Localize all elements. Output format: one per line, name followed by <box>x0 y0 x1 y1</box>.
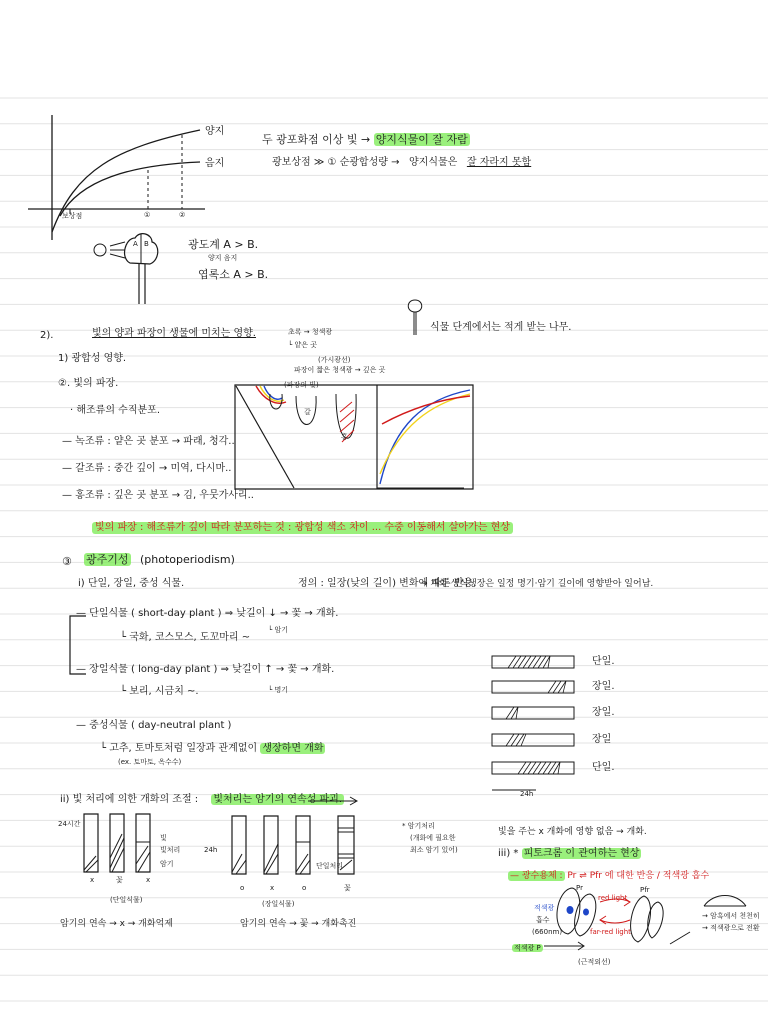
sec3-long: — 장일식물 ( long-day plant ) ⇒ 낮길이 ↑ → 꽃 → 개화. <box>76 664 335 675</box>
bar-hatch <box>528 762 536 774</box>
sec2-sub1: · 해조류의 수직분포. <box>70 405 160 416</box>
fig-left-mark-1: x <box>90 876 95 884</box>
bar-hatch <box>538 762 546 774</box>
sec3-def: 정의 : 일장(낮의 길이) 변화에 따른 반응. <box>298 578 477 589</box>
pigment-sub: — 광수용체 : Pr ⇌ Pfr 에 대한 반응 / 적색광 흡수 <box>510 871 710 881</box>
star-note-3: 최소 암기 있어) <box>410 846 458 854</box>
sec2-item1: 1) 광합성 영향. <box>58 353 127 364</box>
algae-red-label: 홍 <box>341 433 348 441</box>
bar-hatch <box>548 762 556 774</box>
bar-label-2: 장일. <box>592 681 615 692</box>
sec2-note-4: 파장이 짧은 청색광 → 깊은 곳 <box>294 366 386 374</box>
bar-label-4: 장일 <box>592 734 612 745</box>
pr-label: Pr <box>576 884 583 892</box>
graph-label-shade: 음지 <box>205 158 225 169</box>
star-note-2: (개화에 필요한 <box>410 834 456 842</box>
fig-mid-mark-4: 꽃 <box>344 884 351 892</box>
photoperiod-bars <box>488 650 578 798</box>
bar-hatch <box>506 734 514 746</box>
sec3-i: i) 단일, 장일, 중성 식물. <box>78 578 185 589</box>
algae-depth-diagram <box>234 384 474 490</box>
tree-label-b: B <box>144 240 149 248</box>
bar-hatch <box>511 734 519 746</box>
fig-mid-footer: 암기의 연속 → 꽃 → 개화촉진 <box>240 919 357 929</box>
algae-green-label: 갈 <box>304 408 311 416</box>
sec2-note-2: └ 얕은 곳 <box>288 341 317 349</box>
fig-mid-mark-1: o <box>240 884 245 892</box>
pigment-heading: iii) * 피토크롬 이 관여하는 현상 <box>498 848 640 859</box>
graph-tick-1: ① <box>144 211 151 219</box>
sec3-neutral: — 중성식물 ( day-neutral plant ) <box>76 720 232 731</box>
sec3-short-sub2: └ 국화, 코스모스, 도꼬마리 ~ <box>120 632 251 643</box>
diag-left-3: (660nm) <box>532 928 563 936</box>
bar-hatch <box>543 762 551 774</box>
fig-left-ann-3: 암기 <box>160 860 174 868</box>
photoperiod-bar <box>492 762 574 774</box>
bar-hatch <box>518 656 526 668</box>
bar-hatch <box>508 656 516 668</box>
sec2-note-3: (가시광선) <box>318 356 351 364</box>
sec2-title: 빛의 양과 파장이 생물에 미치는 영향. <box>92 328 256 339</box>
fig-left-y: 24시간 <box>58 820 81 828</box>
arc-arrow <box>700 890 750 910</box>
algae-pink-label: (파장의 빛) <box>284 381 319 389</box>
bar-hatch <box>548 681 556 693</box>
sec2-sub4: — 홍조류 : 깊은 곳 분포 → 김, 우뭇가사리.. <box>62 490 254 501</box>
photoperiod-bar <box>492 707 574 719</box>
compare-1-sub: 양지 음지 <box>208 254 238 262</box>
fig-left-mark-3: x <box>146 876 151 884</box>
right-note: 빛을 주는 x 개화에 영향 없음 → 개화. <box>498 827 647 837</box>
sec2-tree-note: 식물 단계에서는 적게 받는 나무. <box>430 322 572 333</box>
diag-right-1: → 암흑에서 천천히 <box>702 912 760 920</box>
sec3-def2: → 개화·생식생장은 일정 명기·암기 길이에 영향받아 일어남. <box>420 579 654 589</box>
diag-bottom-2: (근적외선) <box>578 958 611 966</box>
graph-tick-compensation: 보상점 <box>62 212 83 220</box>
flowering-exp-left <box>80 812 162 874</box>
diag-left-2: 흡수 <box>536 916 550 924</box>
bar-hatch <box>533 762 541 774</box>
bar-label-5: 단일. <box>592 762 615 773</box>
compare-1: 광도계 A > B. <box>188 238 259 251</box>
bar-hatch <box>538 656 546 668</box>
sec3-title: 광주기성 (photoperiodism) <box>86 553 235 566</box>
fig-left-footer: 암기의 연속 → x → 개화억제 <box>60 919 173 929</box>
diag-right-2: → 적색광으로 전환 <box>702 924 760 932</box>
far-red-label: far-red light <box>590 928 631 936</box>
photoperiod-bar <box>492 656 574 668</box>
photoperiod-bar <box>492 734 574 746</box>
fig-left-ann-2: 빛처리 <box>160 846 181 854</box>
graph-label-sun: 양지 <box>205 126 225 137</box>
bar-hatch <box>506 707 514 719</box>
fig-mid-ann: 단일처리 <box>316 862 344 870</box>
bar-hatch <box>528 656 536 668</box>
sec1-line2: 광보상점 ≫ ① 순광합성량 → 양지식물은 잘 자라지 못함 <box>272 157 532 168</box>
sec2-summary: 빛의 파장 : 해조류가 깊이 따라 분포하는 것 : 광합성 색소 차이 ... 수중 이동해서 살아가는 현상 <box>92 522 513 534</box>
red-light-label: red light <box>598 894 628 902</box>
bar-label-3: 장일. <box>592 707 615 718</box>
sec3-ii: ii) 빛 처리에 의한 개화의 조절 : 빛처리는 암기의 연속성 파괴. <box>60 794 342 805</box>
sec3-num: ③ <box>62 555 72 568</box>
bar-hatch <box>518 762 526 774</box>
bar-hatch <box>521 734 526 746</box>
fig-left-caption: (단일식물) <box>110 896 143 904</box>
sec1-line1: 두 광포화점 이상 빛 → 양지식물이 잘 자람 <box>262 133 468 146</box>
sec3-short-sub1: └ 암기 <box>268 626 288 634</box>
diag-left-1: 적색광 <box>534 904 555 912</box>
star-note-1: * 암기처리 <box>402 822 435 830</box>
bar-hatch <box>523 762 531 774</box>
sec2-note-1: 초록 → 청색광 <box>288 328 333 336</box>
compare-2: 엽록소 A > B. <box>198 268 269 281</box>
sec2-sub2: — 녹조류 : 얕은 곳 분포 → 파래, 청각.. <box>62 436 235 447</box>
fig-mid-y: 24h <box>204 846 218 854</box>
bar-axis-label: 24h <box>520 790 534 798</box>
sec2-sub3: — 갈조류 : 중간 깊이 → 미역, 다시마.. <box>62 463 232 474</box>
flowering-exp-mid <box>228 814 368 876</box>
fig-mid-caption: (장일식물) <box>262 900 295 908</box>
sec3-long-sub2: └ 보리, 시금치 ~. <box>120 686 199 697</box>
pfr-label: Pfr <box>640 886 650 894</box>
bar-hatch <box>513 656 521 668</box>
fig-mid-mark-2: x <box>270 884 275 892</box>
fig-left-mark-2: 꽃 <box>116 876 123 884</box>
sec3-neutral-sub: └ 고추, 토마토처럼 일장과 관계없이 생장하면 개화 <box>100 743 324 754</box>
bar-hatch <box>553 681 561 693</box>
sec3-long-sub1: └ 명기 <box>268 686 288 694</box>
tree-sun-diagram <box>90 228 170 308</box>
sec2-num: 2). <box>40 330 54 341</box>
bar-label-1: 단일. <box>592 656 615 667</box>
graph-tick-2: ② <box>179 211 186 219</box>
bar-hatch <box>516 734 524 746</box>
tree-label-a: A <box>133 240 138 248</box>
sec2-item2: ②. 빛의 파장. <box>58 378 119 389</box>
fig-left-ann-1: 빛 <box>160 834 167 842</box>
fig-mid-mark-3: o <box>302 884 307 892</box>
bar-hatch <box>523 656 531 668</box>
small-tree-icon <box>404 298 426 336</box>
diag-bottom-1: 적색광 P <box>514 944 541 952</box>
sec3-short: — 단일식물 ( short-day plant ) ⇒ 낮길이 ↓ → 꽃 → 개화. <box>76 608 339 619</box>
arrow-ii <box>306 796 360 806</box>
sec3-neutral-sub2: (ex. 토마토, 옥수수) <box>118 758 182 766</box>
bar-hatch <box>533 656 541 668</box>
